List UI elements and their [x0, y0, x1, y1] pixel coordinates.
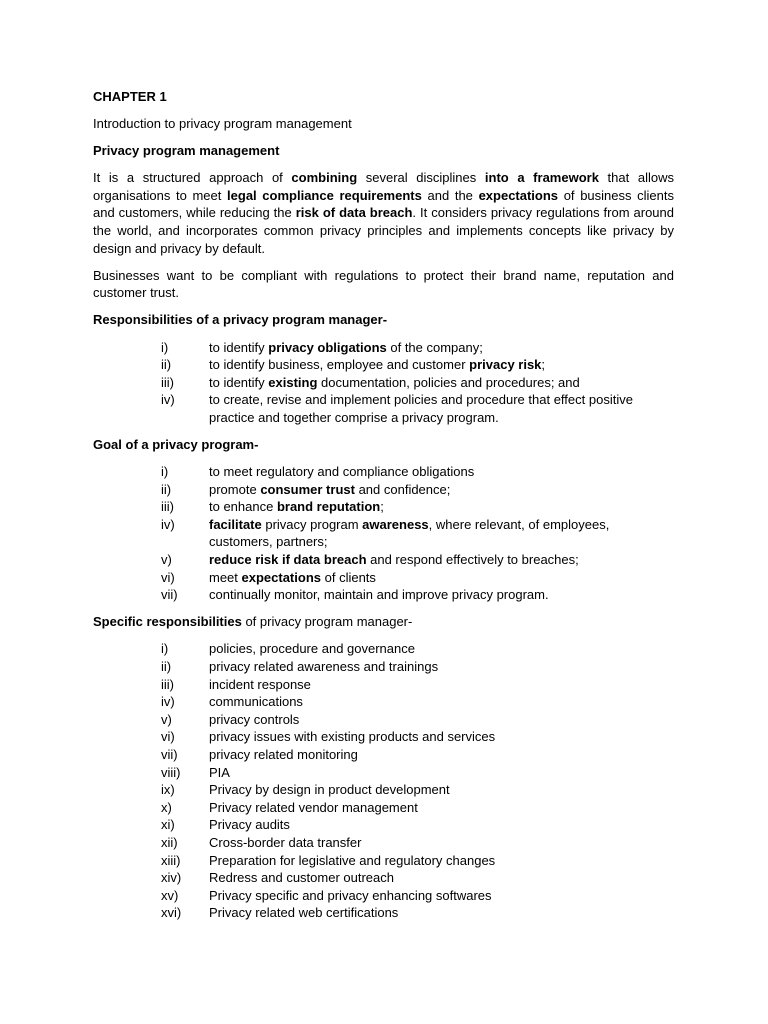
- list-number: vi): [161, 569, 175, 585]
- list-number: iii): [161, 676, 174, 692]
- list-number: v): [161, 552, 172, 568]
- list-number: viii): [161, 764, 181, 780]
- list-item: [93, 799, 674, 817]
- list-number: i): [161, 641, 169, 657]
- list-item: [93, 869, 674, 887]
- specific-responsibilities-title: Specific responsibilities of privacy program manager-: [93, 614, 413, 630]
- list-number: ii): [161, 659, 172, 675]
- list-item: [93, 551, 674, 569]
- list-text: reduce risk if data breach and respond effectively to breaches;: [209, 552, 579, 568]
- list-text: continually monitor, maintain and improve privacy program.: [209, 587, 549, 603]
- paragraph-compliance: Businesses want to be compliant with regulations to protect their brand name, reputation and customer trust.: [93, 267, 674, 301]
- list-item: [93, 676, 674, 694]
- list-number: xi): [161, 817, 175, 833]
- list-item: [93, 569, 674, 587]
- list-item: [93, 640, 674, 658]
- list-item: [93, 781, 674, 799]
- list-number: v): [161, 711, 172, 727]
- list-item: [93, 693, 674, 711]
- list-item: [93, 374, 674, 392]
- list-text: meet expectations of clients: [209, 569, 376, 585]
- list-number: xii): [161, 834, 178, 850]
- list-item: [93, 746, 674, 764]
- list-text: Privacy audits: [209, 817, 290, 833]
- list-item: [93, 658, 674, 676]
- list-text: privacy related monitoring: [209, 747, 358, 762]
- list-number: i): [161, 339, 169, 355]
- list-text: Privacy related vendor management: [209, 799, 418, 815]
- list-text: privacy issues with existing products and services: [209, 729, 496, 745]
- list-number: iii): [161, 499, 174, 515]
- list-number: xvi): [161, 905, 182, 921]
- list-text: to identify existing documentation, policies and procedures; and: [209, 374, 580, 390]
- list-text: Preparation for legislative and regulatory changes: [209, 852, 496, 868]
- list-text: Redress and customer outreach: [209, 870, 394, 886]
- responsibilities-title: Responsibilities of a privacy program manager-: [93, 312, 388, 328]
- goals-title: Goal of a privacy program-: [93, 437, 259, 452]
- list-item: [93, 356, 674, 374]
- list-text: promote consumer trust and confidence;: [209, 481, 451, 497]
- chapter-heading: CHAPTER 1: [93, 89, 167, 104]
- section-title-privacy-program-management: Privacy program management: [93, 143, 280, 159]
- list-number: ii): [161, 481, 172, 497]
- list-text: to identify privacy obligations of the company;: [209, 339, 483, 355]
- list-item: [93, 852, 674, 870]
- list-item: [93, 481, 674, 499]
- list-text: Privacy specific and privacy enhancing softwares: [209, 887, 492, 903]
- list-item: [93, 711, 674, 729]
- list-number: x): [161, 799, 172, 815]
- paragraph-definition: It is a structured approach of combining several disciplines into a framework that allows organisations to meet legal compliance requirements and the expectations of business clients and customers, while reducing the risk of data breach. It considers privacy regulations from around the world, and incorporates common privacy principles and implements concepts like privacy by design and privacy by default.: [93, 170, 675, 256]
- list-text: PIA: [209, 764, 230, 780]
- list-text: Cross-border data transfer: [209, 834, 362, 850]
- list-number: ix): [161, 782, 175, 798]
- list-item: [93, 516, 674, 551]
- list-number: xv): [161, 887, 179, 903]
- intro-line: Introduction to privacy program management: [93, 116, 352, 132]
- list-number: iii): [161, 374, 174, 390]
- list-number: ii): [161, 357, 172, 373]
- list-number: iv): [161, 392, 175, 408]
- list-number: vi): [161, 729, 175, 745]
- list-number: vii): [161, 747, 178, 762]
- responsibilities-list: [93, 339, 674, 427]
- list-item: [93, 391, 674, 426]
- list-text: Privacy by design in product development: [209, 782, 450, 798]
- list-text: policies, procedure and governance: [209, 641, 415, 657]
- specific-responsibilities-list: [93, 640, 674, 922]
- list-text: to identify business, employee and customer privacy risk;: [209, 357, 546, 373]
- list-item: [93, 463, 674, 481]
- goals-list: [93, 463, 674, 604]
- list-text: to meet regulatory and compliance obligations: [209, 464, 475, 480]
- list-number: iv): [161, 516, 175, 532]
- list-item: [93, 339, 674, 357]
- list-item: [93, 904, 674, 922]
- list-item: [93, 816, 674, 834]
- list-text: to enhance brand reputation;: [209, 499, 384, 515]
- list-item: [93, 728, 674, 746]
- list-number: xiv): [161, 870, 182, 886]
- list-number: iv): [161, 694, 175, 710]
- list-number: i): [161, 464, 169, 480]
- list-item: [93, 498, 674, 516]
- list-text: Privacy related web certifications: [209, 905, 399, 921]
- list-text: privacy controls: [209, 711, 300, 727]
- list-item: [93, 764, 674, 782]
- list-item: [93, 834, 674, 852]
- list-number: xiii): [161, 852, 181, 868]
- list-text: privacy related awareness and trainings: [209, 659, 439, 675]
- list-text: incident response: [209, 676, 311, 692]
- list-text: facilitate privacy program awareness, where relevant, of employees, customers, partners;: [209, 516, 610, 550]
- list-text: to create, revise and implement policies and procedure that effect positive practice and together comprise a privacy program.: [209, 392, 633, 425]
- list-number: vii): [161, 587, 178, 603]
- list-item: [93, 586, 674, 604]
- list-text: communications: [209, 694, 303, 710]
- list-item: [93, 887, 674, 905]
